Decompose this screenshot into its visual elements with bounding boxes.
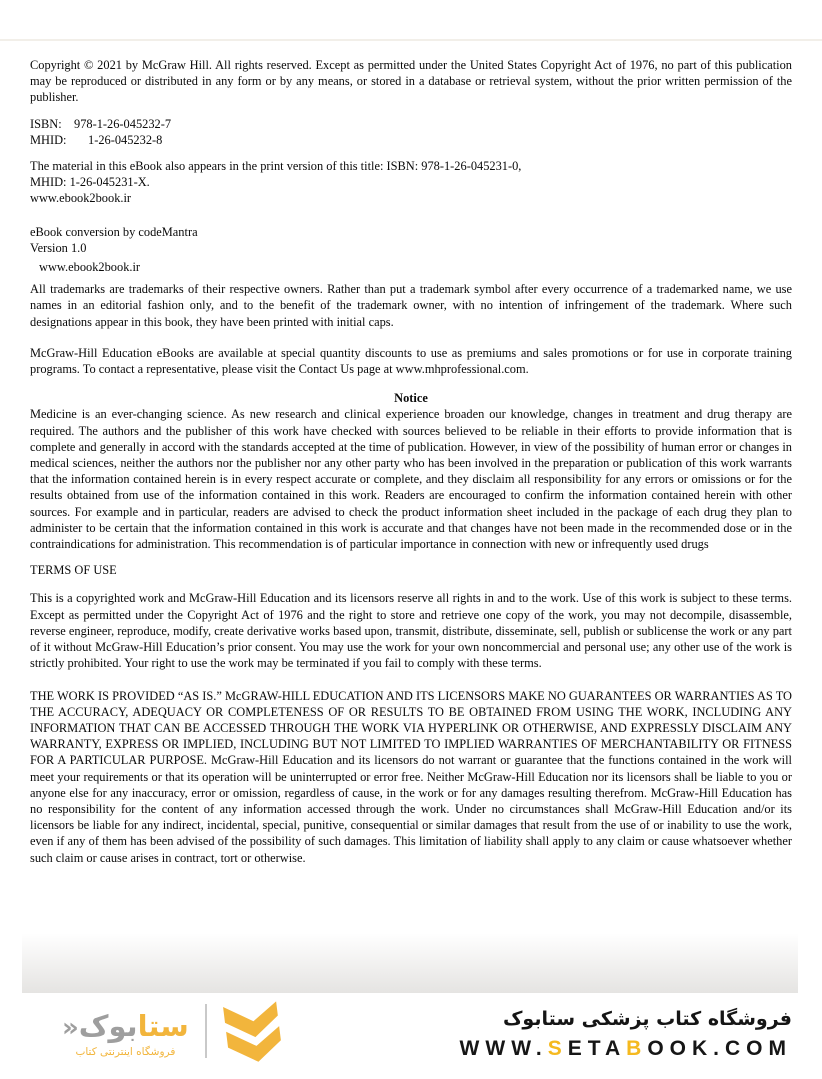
setabook-chevron-emblem-icon [221,996,285,1068]
url-b-yellow: B [626,1036,648,1060]
setabook-footer [0,993,822,1079]
print-version-note [30,158,792,207]
mhid-label: MHID: [30,132,67,147]
terms-of-use-heading: TERMS OF USE [30,563,117,578]
version-line: Version 1.0 [30,240,87,255]
guillemet-icon: « [62,1013,79,1043]
url-ook-com: OOK.COM [647,1036,792,1060]
notice-paragraph: Medicine is an ever-changing science. As new research and clinical experience broaden our knowledge, changes in treatment and drug therapy are required. The authors and the publisher of this work have checked with sources believed to be reliable in their efforts to provide information that is complete and generally in accord with the standards accepted at the time of publication. However, in view of the possibility of human error or changes in medical sciences, neither the authors nor the publisher nor any other party who has been involved in the preparation or publication of this work warrants that the information contained herein is in every respect accurate or complete, and they disclaim all responsibility for any errors or omissions or for the results obtained from use of the information contained in this work. Readers are encouraged to confirm the information contained herein with other sources. For example and in particular, readers are advised to check the product information sheet included in the package of each drug they plan to administer to be certain that the information contained in this work is accurate and that changes have not been made in the recommended dose or in the contraindications for administration. This recommendation is of particular importance in connection with new or infrequently used drugs [30,407,792,552]
trademarks-paragraph: All trademarks are trademarks of their respective owners. Rather than put a trademark symbol after every occurrence of a trademarked name, we use names in an editorial fashion only, and to the benefit of the trademark owner, with no intention of infringement of the trademark. Where such designations appear in this book, they have been printed with initial caps. [30,282,792,329]
copyright-page-content [30,57,792,866]
print-version-line2: MHID: 1-26-045231-X. [30,175,150,190]
mhid-row [30,132,792,148]
mhid-value: 1-26-045232-8 [88,132,163,147]
copyright-paragraph: Copyright © 2021 by McGraw Hill. All rights reserved. Except as permitted under the United States Copyright Act of 1976, no part of this publication may be reproduced or distributed in any form or by any means, or stored in a database or retrieval system, without the prior written permission of the publisher. [30,58,792,105]
discounts-paragraph: McGraw-Hill Education eBooks are available at special quantity discounts to use as premiums and sales promotions or for use in corporate training programs. To contact a representative, please visit the Contact Us page at www.mhprofessional.com. [30,345,792,377]
isbn-label: ISBN: [30,116,62,131]
url-eta: ETA [567,1036,627,1060]
setabook-wordmark-block [62,1010,189,1058]
setabook-logo [62,996,285,1072]
conversion-note [30,224,792,256]
warranty-paragraph: THE WORK IS PROVIDED “AS IS.” McGRAW-HILL EDUCATION AND ITS LICENSORS MAKE NO GUARANTEES OR WARRANTIES AS TO THE ACCURACY, ADEQUACY OR COMPLETENESS OF OR RESULTS TO BE OBTAINED FROM USING THE WORK, INCLUDING ANY INFORMATION THAT CAN BE ACCESSED THROUGH THE WORK VIA HYPERLINK OR OTHERWISE, AND EXPRESSLY DISCLAIM ANY WARRANTY, EXPRESS OR IMPLIED, INCLUDING BUT NOT LIMITED TO IMPLIED WARRANTIES OF MERCHANTABILITY OR FITNESS FOR A PARTICULAR PURPOSE. McGraw-Hill Education and its licensors do not warrant or guarantee that the functions contained in the work will meet your requirements or that its operation will be uninterrupted or error free. Neither McGraw-Hill Education nor its licensors shall be liable to you or anyone else for any inaccuracy, error or omission, regardless of cause, in the work or for any damages resulting therefrom. McGraw-Hill Education has no responsibility for the content of any information accessed through the work. Under no circumstances shall McGraw-Hill Education and/or its licensors be liable for any indirect, incidental, special, punitive, consequential or similar damages that result from the use of or inability to use the work, even if any of them has been advised of the possibility of such damages. This limitation of liability shall apply to any claim or cause whatsoever whether such claim or cause arises in contract, tort or otherwise. [30,688,792,865]
ebook2book-url-2: www.ebook2book.ir [39,260,141,275]
wordmark-yellow-part: ستا [137,1009,189,1043]
notice-heading: Notice [394,391,428,406]
ebook2book-url: www.ebook2book.ir [30,191,132,206]
page-top-edge-line [0,39,822,41]
url-s-yellow: S [547,1036,568,1060]
footer-right-block [460,1008,792,1061]
wordmark-gray-part: بوک [78,1009,138,1043]
footer-divider-line [205,1004,207,1058]
isbn-block [30,116,792,148]
isbn-row [30,116,792,132]
store-title-fa: فروشگاه کتاب پزشکی ستابوک [502,1007,792,1030]
setabook-url [460,1037,792,1061]
conversion-line: eBook conversion by codeMantra [30,224,198,239]
setabook-wordmark [62,1010,189,1044]
isbn-value: 978-1-26-045232-7 [74,116,172,131]
print-version-line1: The material in this eBook also appears in the print version of this title: ISBN: 978-1-26-045231-0, [30,159,522,174]
page-bottom-shadow [22,933,798,993]
terms-paragraph: This is a copyrighted work and McGraw-Hill Education and its licensors reserve all rights in and to the work. Use of this work is subject to these terms. Except as permitted under the Copyright Act of 1976 and the right to store and retrieve one copy of the work, you may not decompile, disassemble, reverse engineer, reproduce, modify, create derivative works based upon, transmit, distribute, disseminate, sell, publish or sublicense the work or any part of it without McGraw-Hill Education’s prior consent. You may use the work for your own noncommercial and personal use; any other use of the work is strictly prohibited. Your right to use the work may be terminated if you fail to comply with these terms. [30,591,792,671]
url-www: WWW. [459,1036,548,1060]
setabook-tagline: فروشگاه اینترنتی کتاب [75,1046,176,1058]
